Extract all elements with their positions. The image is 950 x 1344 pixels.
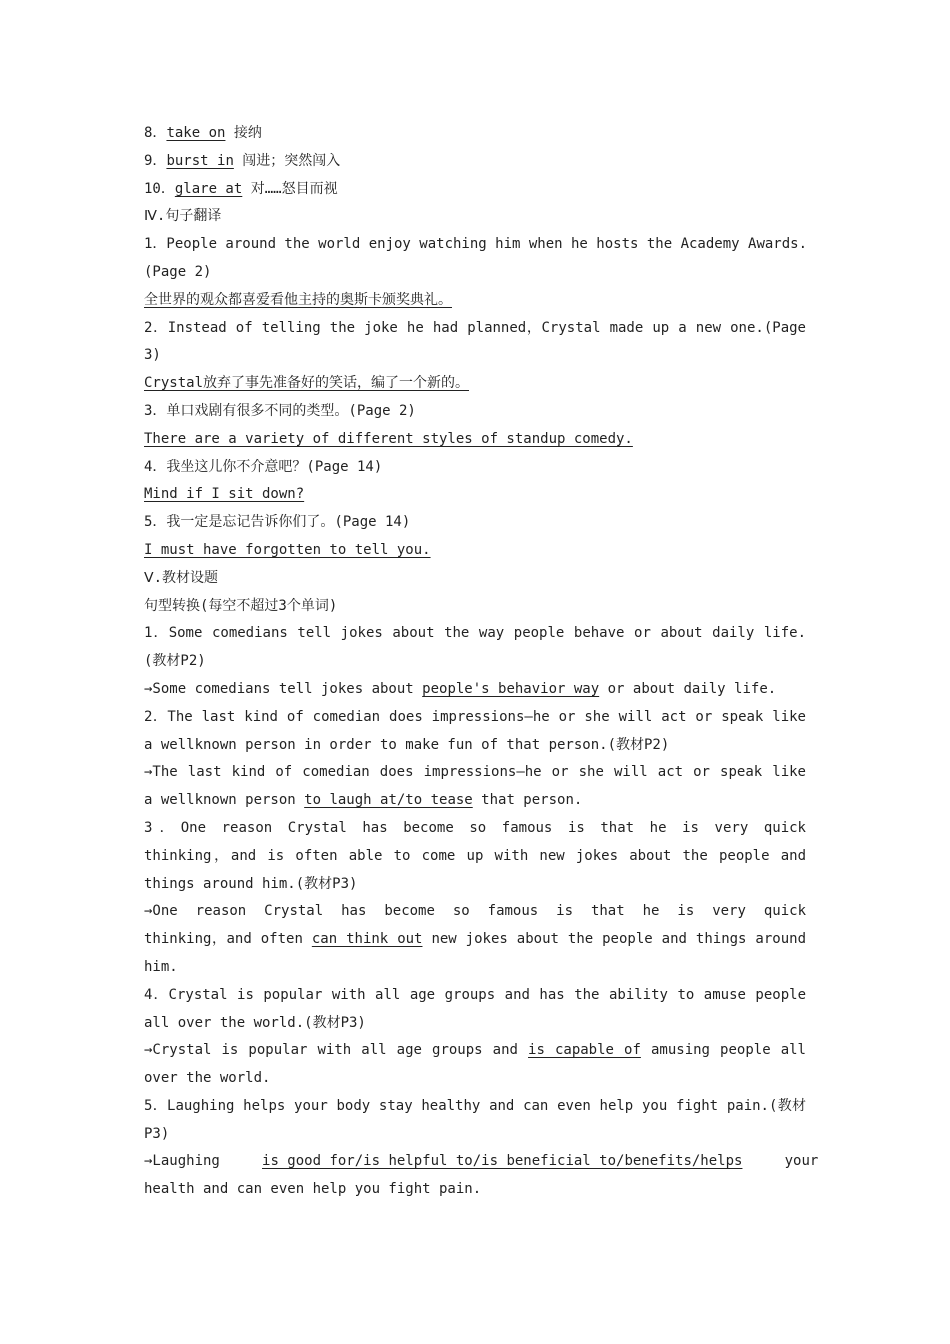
translation-answer — [144, 287, 806, 315]
answer-text: people's behavior way — [422, 680, 600, 697]
item-number: 10． — [144, 180, 175, 197]
rewrite-question: 5．Laughing helps your body stay healthy and can even help you fight pain.(教材 — [144, 1097, 806, 1114]
section-5-heading: Ⅴ.教材设题 — [144, 569, 219, 586]
rewrite-question: 3．One reason Crystal has become so famous is that he is very quick — [144, 819, 806, 836]
vocab-phrase: take on — [166, 125, 226, 141]
translation-question: 1．People around the world enjoy watching him when he hosts the Academy Awards. — [144, 236, 808, 253]
translation-answer — [144, 426, 806, 454]
vocab-item-10 — [144, 176, 806, 204]
vocab-item-8 — [144, 120, 806, 148]
rewrite-question-cont: things around him.(教材P3) — [144, 875, 358, 892]
rewrite-question-cont: P3) — [144, 1125, 170, 1142]
answer-text: Crystal放弃了事先准备好的笑话，编了一个新的。 — [144, 375, 469, 392]
answer-text: I must have forgotten to tell you. — [144, 541, 431, 558]
rewrite-answer-line: →The last kind of comedian does impressions—he or she will act or speak like — [144, 764, 806, 781]
answer-text: is capable of — [528, 1042, 641, 1059]
answer-text: can think out — [311, 931, 423, 948]
answer-text: 全世界的观众都喜爱看他主持的奥斯卡颁奖典礼。 — [144, 291, 452, 308]
rewrite-question: 1．Some comedians tell jokes about the way people behave or about daily life. — [144, 625, 806, 642]
section-5-subheading: 句型转换(每空不超过3个单词) — [144, 597, 338, 614]
vocab-item-9 — [144, 148, 806, 176]
item-number: 9． — [144, 152, 167, 169]
answer-text: Mind if I sit down? — [144, 486, 305, 503]
answer-text: There are a variety of different styles of standup comedy. — [144, 430, 633, 447]
rewrite-answer-line: health and can even help you fight pain. — [144, 1181, 482, 1198]
vocab-meaning: 闯进；突然闯入 — [233, 152, 341, 169]
item-number: 8． — [144, 125, 167, 141]
rewrite-answer-line: →One reason Crystal has become so famous is that he is very quick — [144, 903, 806, 920]
translation-question: 3．单口戏剧有很多不同的类型。(Page 2) — [144, 402, 416, 419]
rewrite-answer: a wellknown person to laugh at/to tease that person. — [144, 792, 583, 809]
rewrite-question-cont: a wellknown person in order to make fun of that person.(教材P2) — [144, 736, 670, 753]
rewrite-answer: →Laughing is good for/is helpful to/is beneficial to/benefits/helps your — [144, 1153, 819, 1170]
rewrite-answer: →Some comedians tell jokes about people's behavior way or about daily life. — [144, 680, 777, 697]
rewrite-question-cont: (教材P2) — [144, 653, 206, 670]
rewrite-question: 2．The last kind of comedian does impressions—he or she will act or speak like — [144, 708, 806, 725]
vocab-meaning: 对……怒目而视 — [242, 180, 338, 197]
rewrite-answer-line: over the world. — [144, 1070, 271, 1087]
rewrite-question-cont: all over the world.(教材P3) — [144, 1014, 366, 1031]
translation-question-cont: (Page 2) — [144, 263, 212, 280]
translation-answer — [144, 370, 806, 398]
answer-text: to laugh at/to tease — [304, 792, 473, 809]
rewrite-question: 4．Crystal is popular with all age groups and has the ability to amuse people — [144, 986, 806, 1003]
translation-question: 4．我坐这儿你不介意吧？(Page 14) — [144, 458, 383, 475]
translation-answer — [144, 481, 806, 509]
rewrite-answer: thinking，and often can think out new jokes about the people and things around — [144, 931, 807, 948]
vocab-meaning: 接纳 — [225, 125, 262, 141]
translation-question: 2．Instead of telling the joke he had planned，Crystal made up a new one.(Page — [144, 319, 806, 336]
section-4-heading: Ⅳ.句子翻译 — [144, 208, 222, 225]
answer-text: is good for/is helpful to/is beneficial to/benefits/helps — [262, 1153, 743, 1170]
rewrite-answer: →Crystal is popular with all age groups and is capable of amusing people all — [144, 1042, 806, 1059]
document-body — [144, 120, 819, 1204]
rewrite-question-cont: thinking，and is often able to come up with new jokes about the people and — [144, 847, 806, 864]
translation-question: 5．我一定是忘记告诉你们了。(Page 14) — [144, 514, 411, 531]
vocab-phrase: burst in — [166, 152, 234, 169]
rewrite-answer-line: him. — [144, 958, 178, 975]
translation-answer — [144, 537, 806, 565]
translation-question-cont: 3) — [144, 347, 161, 364]
vocab-phrase: glare at — [174, 180, 243, 197]
